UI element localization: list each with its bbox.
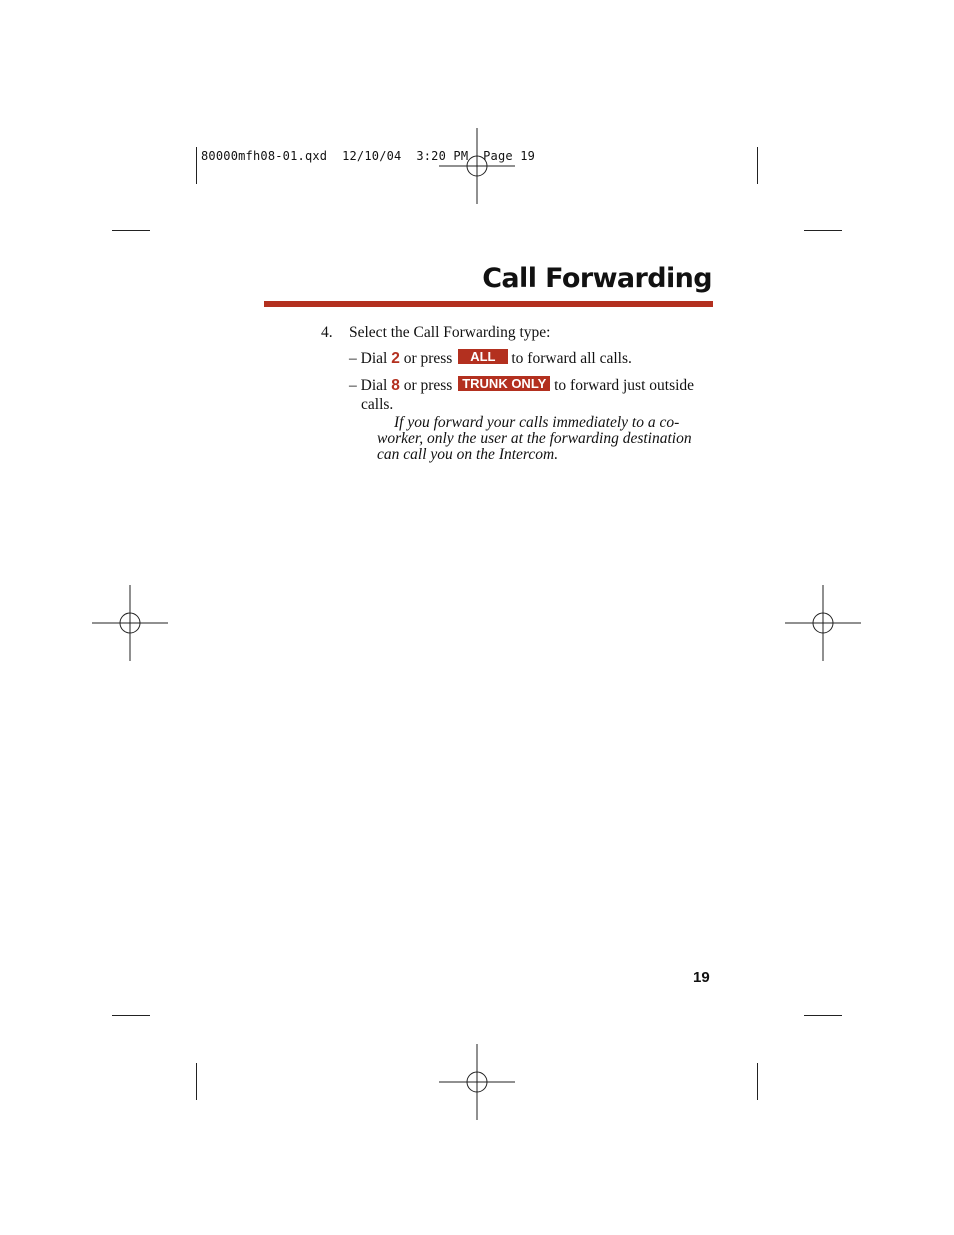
print-slug: 80000mfh08-01.qxd 12/10/04 3:20 PM Page 19 [201, 149, 536, 163]
crop-mark [757, 1063, 758, 1100]
registration-mark-icon [785, 585, 861, 661]
dial-digit-8: 8 [391, 377, 400, 394]
option-all-middle: or press [399, 350, 457, 367]
crop-mark [112, 1015, 150, 1016]
trunk-only-key: TRUNK ONLY [458, 376, 550, 391]
crop-mark [196, 1063, 197, 1100]
option-all-prefix: – Dial [349, 350, 392, 367]
registration-mark-icon [92, 585, 168, 661]
registration-mark-icon [439, 128, 515, 204]
option-all-line [349, 349, 632, 368]
option-trunk-prefix: – Dial [349, 377, 392, 394]
registration-mark-icon [439, 1044, 515, 1120]
option-all-suffix: to forward all calls. [511, 350, 632, 367]
step-text: Select the Call Forwarding type: [349, 324, 551, 341]
crop-mark [757, 147, 758, 184]
option-trunk-line [349, 376, 694, 395]
crop-mark [196, 147, 197, 184]
intercom-note: If you forward your calls immediately to a co-worker, only the user at the forwarding destination can call you on the Intercom. [377, 414, 692, 463]
step-number: 4. [321, 324, 333, 341]
crop-mark [112, 230, 150, 231]
page-number: 19 [693, 969, 710, 986]
page-title: Call Forwarding [482, 263, 712, 294]
crop-mark [804, 1015, 842, 1016]
option-trunk-continuation: calls. [361, 396, 394, 413]
dial-digit-2: 2 [391, 350, 400, 367]
crop-mark [804, 230, 842, 231]
option-trunk-suffix: to forward just outside [554, 377, 695, 394]
all-key: ALL [458, 349, 507, 364]
title-rule [264, 301, 713, 307]
option-trunk-middle: or press [399, 377, 457, 394]
